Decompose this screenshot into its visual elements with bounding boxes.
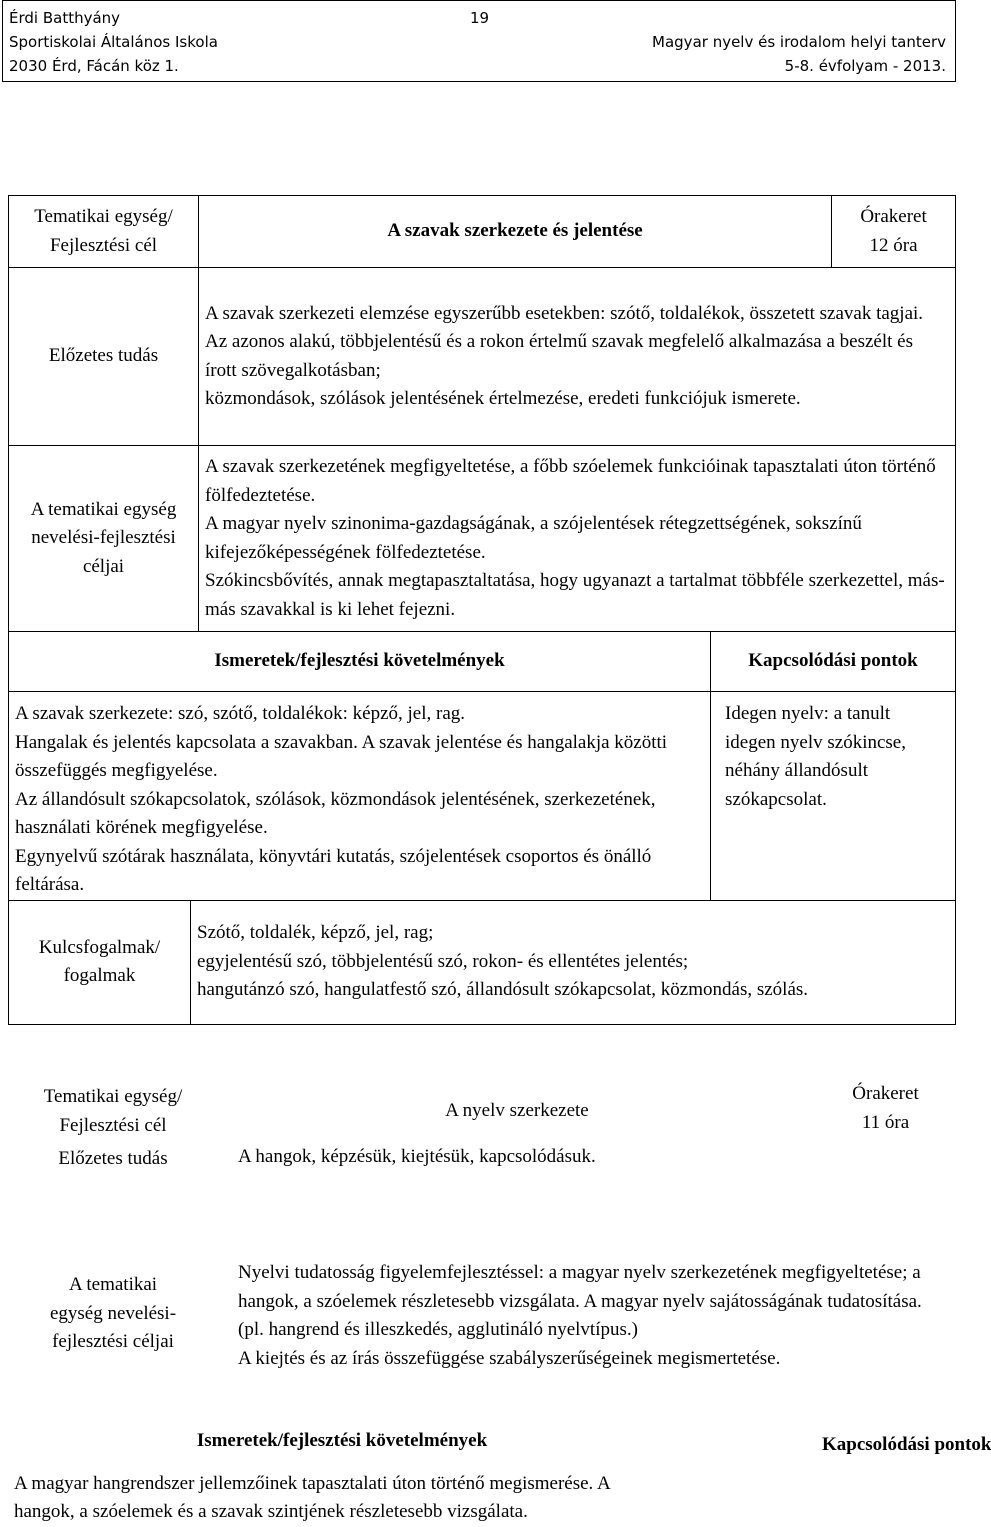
unit1-keywords-text-1: Szótő, toldalék, képző, jel, rag; (197, 922, 434, 944)
unit1-prior-text-2: Az azonos alakú, többjelentésű és a rokon értelmű szavak megfelelő alkalmazása a beszélt és írott szövegalkotásban; (205, 331, 913, 381)
unit1-hours-value: 12 óra (869, 234, 918, 256)
unit2-goals-label-3: fejlesztési céljai (52, 1331, 174, 1353)
unit2-table (8, 1080, 991, 1522)
doc-title: Magyar nyelv és irodalom helyi tanterv (652, 33, 946, 51)
school-name: Érdi Batthyány (9, 9, 121, 27)
unit2-hours-label: Órakeret (852, 1083, 919, 1104)
unit1-keywords-text (191, 900, 956, 1024)
unit2-topic-label-1: Tematikai egység/ (43, 1086, 183, 1107)
unit1-knowledge-text-4: Egynyelvű szótárak használata, könyvtári kutatás, szójelentések csoportos és önálló feltárása. (15, 845, 652, 895)
unit1-links-text: Idegen nyelv: a tanult idegen nyelv szókincse, néhány állandósult szókapcsolat. (711, 692, 956, 901)
unit2-topic-label-2: Fejlesztési cél (59, 1114, 167, 1136)
unit1-keywords-text-2: egyjelentésű szó, többjelentésű szó, rokon- és ellentétes jelentés; (197, 950, 689, 972)
unit1-goals-label (9, 446, 199, 632)
unit1-knowledge-text-2: Hangalak és jelentés kapcsolata a szavakban. A szavak jelentése és hangalakja közötti összefüggés megfigyelése. (15, 731, 668, 781)
unit1-knowledge-header: Ismeretek/fejlesztési követelmények (9, 632, 711, 692)
unit2-knowledge-text-1: A magyar hangrendszer jellemzőinek tapasztalati úton történő megismerése. A hangok, a szóelemek és a szavak szintjének részletesebb vizsgálata. (14, 1472, 610, 1522)
doc-info (652, 30, 946, 78)
unit1-prior-label: Előzetes tudás (9, 268, 199, 446)
school-address: 2030 Érd, Fácán köz 1. (9, 57, 179, 75)
unit1-knowledge-text-3: Az állandósult szókapcsolatok, szólások, közmondások jelentésének, szerkezetének, használati körének megfigyelése. (15, 788, 656, 838)
unit1-keywords-label-1: Kulcsfogalmak/ (38, 936, 161, 958)
unit2-goals-label-2: egység nevelési- (49, 1302, 177, 1324)
unit1-topic-label-1: Tematikai egység/ (34, 206, 173, 227)
unit2-topic-label (8, 1080, 218, 1143)
unit1-goals-text-2: A magyar nyelv szinonima-gazdagságának, a szójelentések rétegzettségének, sokszínű kifejezőképességének fölfedeztetése. (205, 513, 862, 563)
unit2-goals-label (8, 1205, 218, 1423)
unit1-table (8, 195, 955, 1017)
unit2-prior-text: A hangok, képzésük, kiejtésük, kapcsolódásuk. (238, 1146, 596, 1167)
unit1-goals-label-2: nevelési-fejlesztési (31, 527, 176, 549)
unit1-topic-label-2: Fejlesztési cél (49, 234, 158, 256)
unit1-keywords-label-2: fogalmak (63, 965, 136, 986)
unit1-goals-text (199, 446, 956, 632)
doc-grade: 5-8. évfolyam - 2013. (784, 57, 946, 75)
page-number: 19 (470, 9, 490, 27)
unit1-keywords-label (9, 900, 191, 1024)
school-line2: Sportiskolai Általános Iskola (9, 33, 218, 51)
unit1-hours-label: Órakeret (860, 206, 927, 227)
page-header (0, 0, 960, 84)
school-info (9, 6, 218, 78)
unit1-goals-text-3: Szókincsbővítés, annak megtapasztaltatása, hogy ugyanazt a tartalmat többféle szerkezettel, más-más szavakkal is ki lehet fejezni. (205, 570, 945, 620)
unit2-links-header: Kapcsolódási pontok (822, 1434, 991, 1455)
unit2-goals-label-1: A tematikai (68, 1274, 158, 1296)
unit2-prior-label: Előzetes tudás (58, 1148, 168, 1169)
unit2-knowledge-cell (8, 1423, 816, 1527)
unit2-goals-text-2: A kiejtés és az írás összefüggése szabályszerűségeinek megismertetése. (238, 1347, 781, 1369)
unit2-hours-value: 11 óra (861, 1111, 910, 1133)
unit2-knowledge-header: Ismeretek/fejlesztési követelmények (196, 1430, 488, 1451)
unit1-knowledge-text (9, 692, 711, 901)
unit1-hours (832, 196, 956, 268)
unit1-knowledge-text-1: A szavak szerkezete: szó, szótő, toldalékok: képző, jel, rag. (15, 703, 466, 724)
unit1-goals-label-3: céljai (82, 555, 125, 577)
unit1-topic-label (9, 196, 199, 268)
unit1-keywords-text-3: hangutánzó szó, hangulatfestő szó, állandósult szókapcsolat, közmondás, szólás. (197, 979, 809, 1001)
unit1-links-header: Kapcsolódási pontok (711, 632, 956, 692)
unit1-goals-label-1: A tematikai egység (30, 498, 177, 520)
unit2-title: A nyelv szerkezete (445, 1100, 589, 1122)
unit2-hours (816, 1080, 955, 1143)
unit1-prior-text-3: közmondások, szólások jelentésének értelmezése, eredeti funkciójuk ismerete. (205, 388, 801, 409)
unit2-goals-text (218, 1205, 955, 1423)
unit1-prior-text-1: A szavak szerkezeti elemzése egyszerűbb esetekben: szótő, toldalékok, összetett szavak tagjai. (205, 302, 924, 324)
unit2-goals-text-1: Nyelvi tudatosság figyelemfejlesztéssel: a magyar nyelv szerkezetének megfigyeltetése; a hangok, a szóelemek részletesebb vizsgálata. A magyar nyelv sajátosságának tudatosítása. (pl. hangrend és illeszkedés, agglutináló nyelvtípus.) (238, 1262, 922, 1340)
unit1-goals-text-1: A szavak szerkezetének megfigyeltetése, a főbb szóelemek funkcióinak tapasztalati úton történő fölfedeztetése. (205, 456, 936, 506)
unit1-prior-text (199, 268, 956, 446)
unit1-title: A szavak szerkezete és jelentése (199, 196, 832, 268)
